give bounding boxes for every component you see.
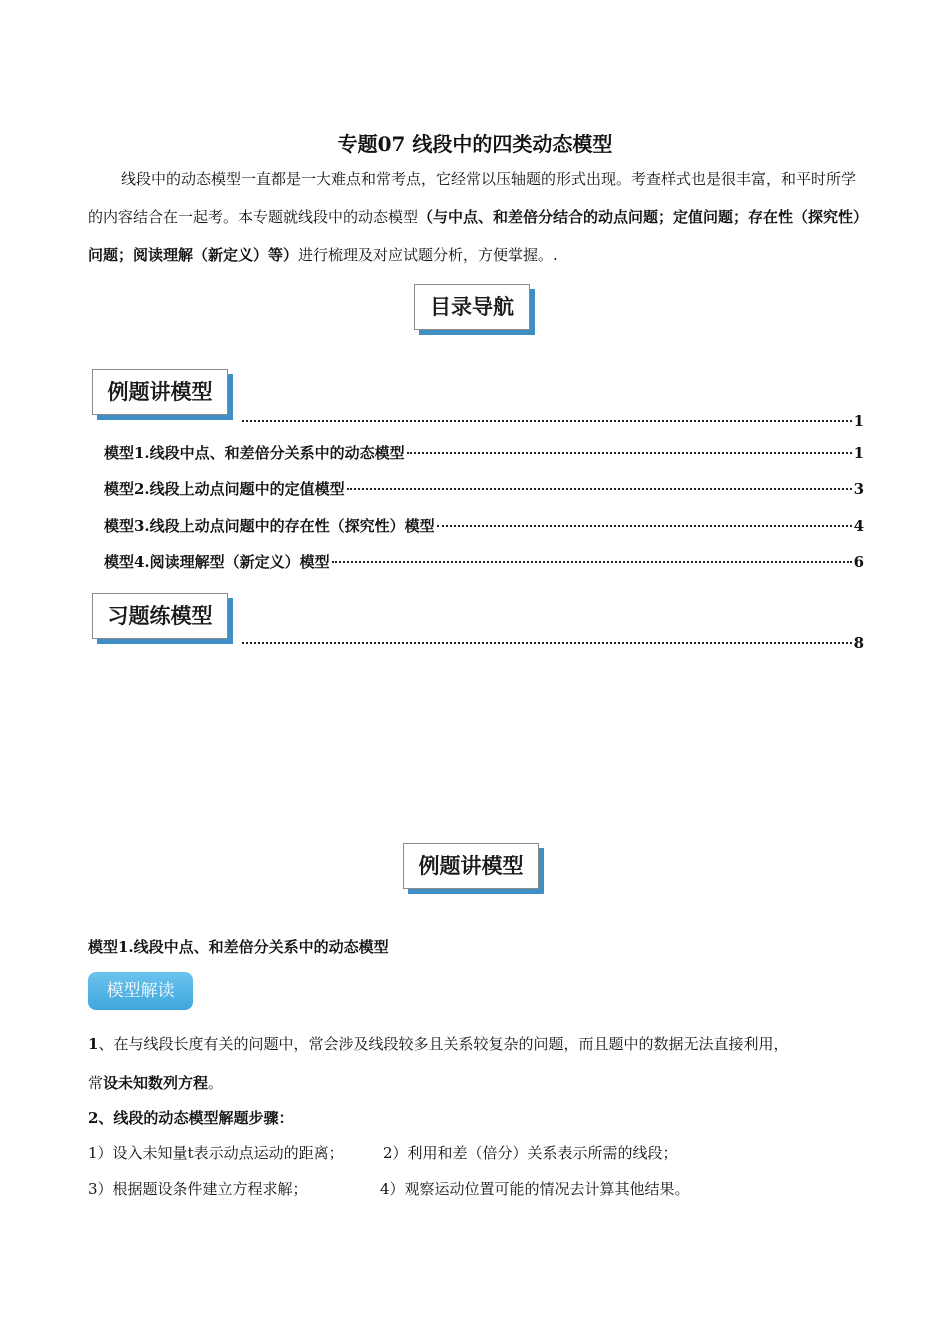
point1-number: 1 [88,1035,99,1053]
step1: 1）设入未知量t表示动点运动的距离； [88,1144,344,1162]
toc-page-number: 1 [853,412,864,430]
toc-leader-dots [332,561,852,563]
toc-page-number: 6 [853,553,864,571]
toc-leader-dots [347,488,852,490]
toc-leader-dots [242,420,852,422]
point1-cont-end: 。 [208,1074,224,1092]
intro-bold: （与中点、和差倍分结合的动点问题；定值问题；存在性（探究性）问题；阅读理解（新定义）等） [88,208,861,264]
intro-paragraph [88,160,868,274]
intro-text-2: 进行梳理及对应试题分析，方便掌握。. [298,246,558,264]
intro-text-1: 线段中的动态模型一直都是一大难点和常考点，它经常以压轴题的形式出现。考查样式也是很丰富，和平时所学的内容结合在一起考。本专题就线段中的动态模型 [88,170,857,226]
section-banner-examples: 例题讲模型 [403,843,539,889]
point1-cont-bold: 设未知数列方程 [103,1074,209,1092]
toc-item-model1[interactable] [104,442,864,464]
point1-continuation [88,1072,223,1093]
toc-item-label: 模型2.线段上动点问题中的定值模型 [104,480,345,498]
toc-section1-banner[interactable]: 例题讲模型 [92,369,228,415]
point1-cont-text: 常 [88,1074,104,1092]
toc-item-model2[interactable] [104,478,864,500]
toc-leader-dots [437,525,852,527]
toc-item-label: 模型3.线段上动点问题中的存在性（探究性）模型 [104,517,435,535]
model1-heading: 模型1.线段中点、和差倍分关系中的动态模型 [88,938,389,956]
page-title: 专题07 线段中的四类动态模型 [337,132,613,156]
toc-section2-line[interactable] [242,634,864,656]
toc-section1-line[interactable] [242,412,864,434]
point2-heading: 2、线段的动态模型解题步骤： [88,1109,294,1127]
toc-item-model3[interactable] [104,515,864,537]
toc-item-label: 模型4.阅读理解型（新定义）模型 [104,553,330,571]
point1-text: 、在与线段长度有关的问题中，常会涉及线段较多且关系较复杂的问题，而且题中的数据无法直接利用， [98,1035,789,1053]
toc-leader-dots [242,642,852,644]
toc-page-number: 3 [853,480,864,498]
nav-banner: 目录导航 [414,284,530,330]
toc-section2-banner[interactable]: 习题练模型 [92,593,228,639]
step4: 4）观察运动位置可能的情况去计算其他结果。 [380,1180,690,1198]
toc-page-number: 4 [853,517,864,535]
toc-item-model4[interactable] [104,551,864,573]
toc-page-number: 1 [853,444,864,462]
toc-item-label: 模型1.线段中点、和差倍分关系中的动态模型 [104,444,405,462]
step2: 2）利用和差（倍分）关系表示所需的线段； [383,1144,678,1162]
point1-line [88,1033,788,1054]
step3: 3）根据题设条件建立方程求解； [88,1180,308,1198]
toc-page-number: 8 [853,634,864,652]
toc-leader-dots [407,452,852,454]
model-interpretation-badge: 模型解读 [88,972,193,1010]
